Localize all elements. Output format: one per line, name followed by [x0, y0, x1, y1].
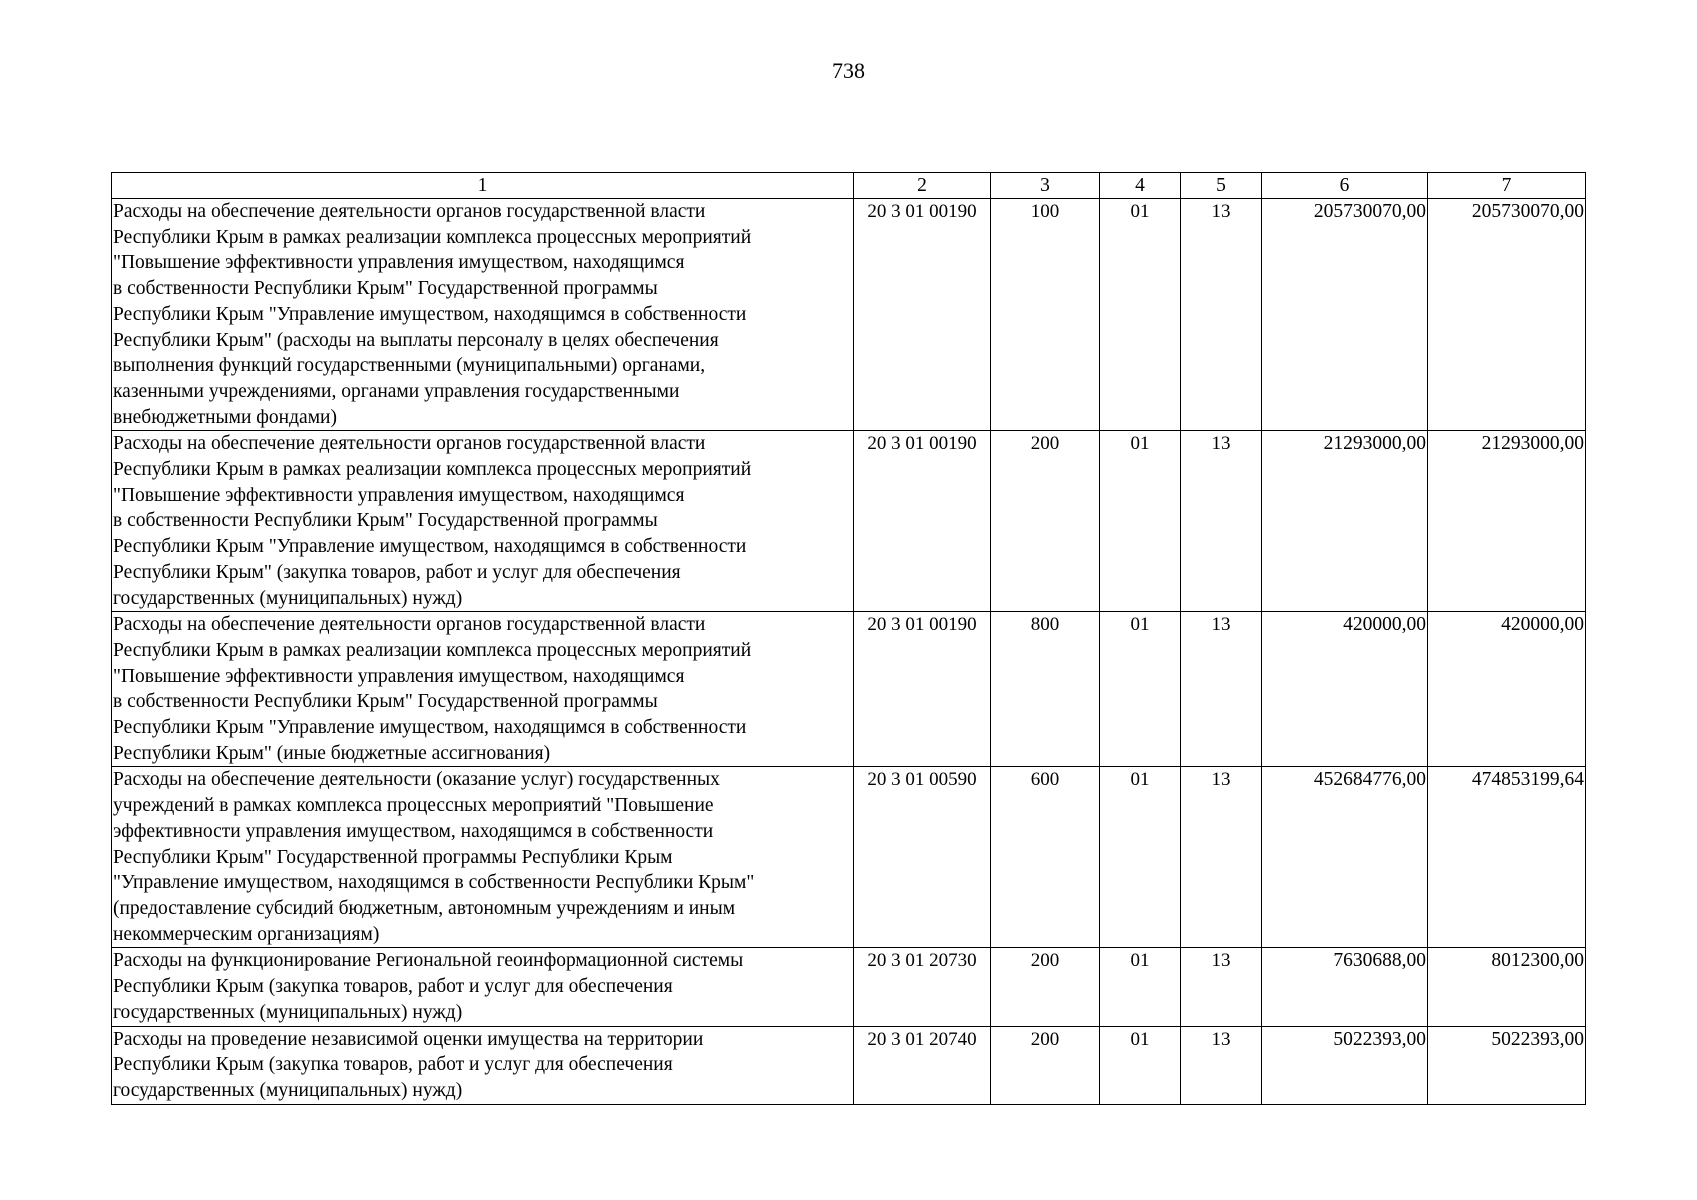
- row-target-article: 20 3 01 20740: [854, 1026, 991, 1104]
- row-description: Расходы на обеспечение деятельности органов государственной власти Республики Крым в рамках реализации комплекса процессных мероприятий "Повышение эффективности управления имуществом, находящимся в собственности Республики Крым" Государственной программы Республики Крым "Управление имуществом, находящимся в собственности Республики Крым" (расходы на выплаты персоналу в целях обеспечения выполнения функций государственными (муниципальными) органами, казенными учреждениями, органами управления государственными внебюджетными фондами): [112, 199, 854, 431]
- row-section: 01: [1100, 948, 1181, 1026]
- row-description: Расходы на обеспечение деятельности органов государственной власти Республики Крым в рамках реализации комплекса процессных мероприятий "Повышение эффективности управления имуществом, находящимся в собственности Республики Крым" Государственной программы Республики Крым "Управление имуществом, находящимся в собственности Республики Крым" (иные бюджетные ассигнования): [112, 612, 854, 767]
- row-subsection: 13: [1181, 431, 1262, 612]
- row-amount-7: 474853199,64: [1428, 767, 1586, 948]
- column-header-5: 5: [1181, 173, 1262, 199]
- row-target-article: 20 3 01 00190: [854, 199, 991, 431]
- row-amount-7: 21293000,00: [1428, 431, 1586, 612]
- row-subsection: 13: [1181, 1026, 1262, 1104]
- row-expense-type: 100: [991, 199, 1100, 431]
- row-subsection: 13: [1181, 767, 1262, 948]
- row-section: 01: [1100, 767, 1181, 948]
- row-expense-type: 800: [991, 612, 1100, 767]
- row-subsection: 13: [1181, 199, 1262, 431]
- row-amount-7: 205730070,00: [1428, 199, 1586, 431]
- table-header-row: [112, 173, 1586, 199]
- row-section: 01: [1100, 612, 1181, 767]
- row-target-article: 20 3 01 00190: [854, 431, 991, 612]
- table-row: [112, 431, 1586, 612]
- row-section: 01: [1100, 199, 1181, 431]
- table-row: [112, 612, 1586, 767]
- row-expense-type: 200: [991, 431, 1100, 612]
- column-header-2: 2: [854, 173, 991, 199]
- row-target-article: 20 3 01 20730: [854, 948, 991, 1026]
- table-row: [112, 767, 1586, 948]
- row-expense-type: 200: [991, 1026, 1100, 1104]
- row-subsection: 13: [1181, 948, 1262, 1026]
- row-description: Расходы на обеспечение деятельности (оказание услуг) государственных учреждений в рамках комплекса процессных мероприятий "Повышение эффективности управления имуществом, находящимся в собственности Республики Крым" Государственной программы Республики Крым "Управление имуществом, находящимся в собственности Республики Крым" (предоставление субсидий бюджетным, автономным учреждениям и иным некоммерческим организациям): [112, 767, 854, 948]
- row-target-article: 20 3 01 00590: [854, 767, 991, 948]
- row-target-article: 20 3 01 00190: [854, 612, 991, 767]
- row-description: Расходы на функционирование Региональной геоинформационной системы Республики Крым (закупка товаров, работ и услуг для обеспечения государственных (муниципальных) нужд): [112, 948, 854, 1026]
- row-amount-6: 7630688,00: [1262, 948, 1428, 1026]
- row-section: 01: [1100, 431, 1181, 612]
- row-amount-6: 5022393,00: [1262, 1026, 1428, 1104]
- table-row: [112, 948, 1586, 1026]
- row-amount-6: 420000,00: [1262, 612, 1428, 767]
- row-section: 01: [1100, 1026, 1181, 1104]
- row-description: Расходы на проведение независимой оценки имущества на территории Республики Крым (закупка товаров, работ и услуг для обеспечения государственных (муниципальных) нужд): [112, 1026, 854, 1104]
- row-amount-7: 8012300,00: [1428, 948, 1586, 1026]
- table-row: [112, 1026, 1586, 1104]
- row-amount-6: 21293000,00: [1262, 431, 1428, 612]
- column-header-7: 7: [1428, 173, 1586, 199]
- row-amount-6: 205730070,00: [1262, 199, 1428, 431]
- row-subsection: 13: [1181, 612, 1262, 767]
- row-amount-7: 420000,00: [1428, 612, 1586, 767]
- page-number: 738: [832, 58, 865, 83]
- column-header-4: 4: [1100, 173, 1181, 199]
- row-expense-type: 600: [991, 767, 1100, 948]
- column-header-3: 3: [991, 173, 1100, 199]
- column-header-1: 1: [112, 173, 854, 199]
- row-expense-type: 200: [991, 948, 1100, 1026]
- row-amount-7: 5022393,00: [1428, 1026, 1586, 1104]
- column-header-6: 6: [1262, 173, 1428, 199]
- table-row: [112, 199, 1586, 431]
- row-description: Расходы на обеспечение деятельности органов государственной власти Республики Крым в рамках реализации комплекса процессных мероприятий "Повышение эффективности управления имуществом, находящимся в собственности Республики Крым" Государственной программы Республики Крым "Управление имуществом, находящимся в собственности Республики Крым" (закупка товаров, работ и услуг для обеспечения государственных (муниципальных) нужд): [112, 431, 854, 612]
- row-amount-6: 452684776,00: [1262, 767, 1428, 948]
- budget-table: [111, 172, 1586, 1105]
